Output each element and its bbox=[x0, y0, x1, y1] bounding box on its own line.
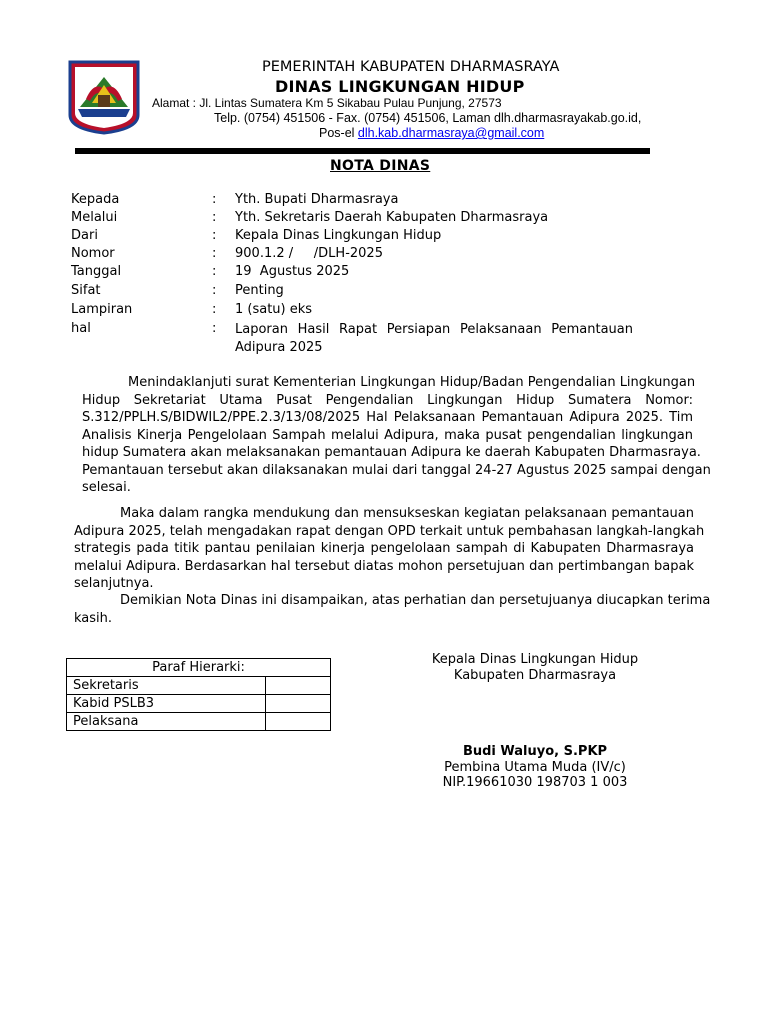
signatory-nip: NIP.19661030 198703 1 003 bbox=[442, 775, 628, 790]
paragraph-line: hidup Sumatera akan melaksanakan pemantauan Adipura ke daerah Kabupaten Dharmasraya. bbox=[82, 445, 701, 460]
email-link[interactable]: dlh.kab.dharmasraya@gmail.com bbox=[357, 126, 545, 140]
paragraph-line: Adipura 2025, telah mengadakan rapat dengan OPD terkait untuk pembahasan langkah-langkah bbox=[74, 523, 705, 539]
email-prefix: Pos-el bbox=[319, 126, 358, 140]
letterhead-divider bbox=[75, 148, 650, 154]
field-colon: : bbox=[212, 283, 217, 298]
letterhead-email-line bbox=[319, 126, 544, 140]
paragraph-1 bbox=[82, 374, 711, 497]
field-label-melalui: Melalui bbox=[71, 210, 118, 225]
table-row bbox=[67, 695, 331, 713]
paragraph-line: selanjutnya. bbox=[74, 576, 154, 591]
field-colon: : bbox=[212, 264, 217, 279]
paragraph-line: Pemantauan tersebut akan dilaksanakan mulai dari tanggal 24-27 Agustus 2025 sampai dengan bbox=[82, 462, 711, 478]
field-label-hal: hal bbox=[71, 321, 91, 336]
field-label-lampiran: Lampiran bbox=[71, 302, 133, 317]
paragraph-line: selesai. bbox=[82, 480, 131, 495]
field-value-nomor: 900.1.2 / /DLH-2025 bbox=[235, 246, 383, 261]
field-colon: : bbox=[212, 321, 217, 336]
letterhead-agency: DINAS LINGKUNGAN HIDUP bbox=[275, 77, 525, 96]
paraf-sign-cell bbox=[266, 713, 331, 731]
field-label-tanggal: Tanggal bbox=[71, 264, 122, 279]
field-value-tanggal: 19 Agustus 2025 bbox=[235, 264, 350, 279]
paragraph-line: S.312/PPLH.S/BIDWIL2/PPE.2.3/13/08/2025 Hal Pelaksanaan Pemantauan Adipura 2025. Tim bbox=[82, 410, 693, 425]
field-value-dari: Kepala Dinas Lingkungan Hidup bbox=[235, 228, 442, 243]
paraf-sign-cell bbox=[266, 695, 331, 713]
field-colon: : bbox=[212, 210, 217, 225]
document-title: NOTA DINAS bbox=[330, 158, 431, 174]
paraf-role: Sekretaris bbox=[67, 677, 266, 695]
field-label-kepada: Kepada bbox=[71, 192, 120, 207]
paraf-role: Pelaksana bbox=[67, 713, 266, 731]
signatory-rank: Pembina Utama Muda (IV/c) bbox=[444, 760, 626, 775]
letterhead-contact: Telp. (0754) 451506 - Fax. (0754) 451506, Laman dlh.dharmasrayakab.go.id, bbox=[214, 111, 642, 125]
field-value-kepada: Yth. Bupati Dharmasraya bbox=[235, 192, 399, 207]
letterhead-address: Alamat : Jl. Lintas Sumatera Km 5 Sikabau Pulau Punjung, 27573 bbox=[152, 96, 502, 110]
paragraph-3 bbox=[74, 592, 711, 627]
letterhead-government: PEMERINTAH KABUPATEN DHARMASRAYA bbox=[262, 59, 560, 75]
paragraph-line: melalui Adipura. Berdasarkan hal tersebut diatas mohon persetujuan dan pertimbangan bapak bbox=[74, 558, 694, 574]
field-colon: : bbox=[212, 246, 217, 261]
paragraph-line: strategis pada titik pantau penilaian kinerja pengelolaan sampah di Kabupaten Dharmasraya bbox=[74, 541, 694, 556]
paragraph-line: Demikian Nota Dinas ini disampaikan, atas perhatian dan persetujuanya diucapkan terima bbox=[120, 593, 711, 608]
field-colon: : bbox=[212, 192, 217, 207]
paraf-table-header: Paraf Hierarki: bbox=[67, 659, 331, 677]
table-row bbox=[67, 713, 331, 731]
field-value-lampiran: 1 (satu) eks bbox=[235, 302, 313, 317]
paragraph-2 bbox=[74, 505, 705, 593]
svg-text:DHARMASRAYA: DHARMASRAYA bbox=[86, 119, 122, 124]
table-row bbox=[67, 659, 331, 677]
paraf-role: Kabid PSLB3 bbox=[67, 695, 266, 713]
hal-line: Laporan Hasil Rapat Persiapan Pelaksanaan Pemantauan bbox=[235, 322, 633, 337]
field-value-sifat: Penting bbox=[235, 283, 284, 298]
field-label-dari: Dari bbox=[71, 228, 98, 243]
paragraph-line: Analisis Kinerja Pengelolaan Sampah melalui Adipura, maka pusat pengendalian lingkungan bbox=[82, 427, 693, 443]
dharmasraya-regency-emblem bbox=[66, 59, 142, 135]
field-value-melalui: Yth. Sekretaris Daerah Kabupaten Dharmasraya bbox=[235, 210, 549, 225]
paragraph-line: Menindaklanjuti surat Kementerian Lingkungan Hidup/Badan Pengendalian Lingkungan bbox=[128, 375, 696, 390]
field-colon: : bbox=[212, 228, 217, 243]
paraf-sign-cell bbox=[266, 677, 331, 695]
paragraph-line: kasih. bbox=[74, 610, 113, 626]
paraf-hierarki-table bbox=[66, 658, 331, 731]
hal-line: Adipura 2025 bbox=[235, 339, 323, 355]
signature-position: Kepala Dinas Lingkungan Hidup bbox=[431, 652, 639, 667]
table-row bbox=[67, 677, 331, 695]
signatory-name: Budi Waluyo, S.PKP bbox=[462, 744, 608, 759]
field-label-sifat: Sifat bbox=[71, 283, 101, 298]
field-colon: : bbox=[212, 302, 217, 317]
paragraph-line: Maka dalam rangka mendukung dan mensukseskan kegiatan pelaksanaan pemantauan bbox=[120, 506, 694, 521]
signature-institution: Kabupaten Dharmasraya bbox=[453, 668, 617, 683]
field-value-hal bbox=[235, 321, 633, 356]
paragraph-line: Hidup Sekretariat Utama Pusat Pengendalian Lingkungan Hidup Sumatera Nomor: bbox=[82, 392, 693, 408]
field-label-nomor: Nomor bbox=[71, 246, 115, 261]
